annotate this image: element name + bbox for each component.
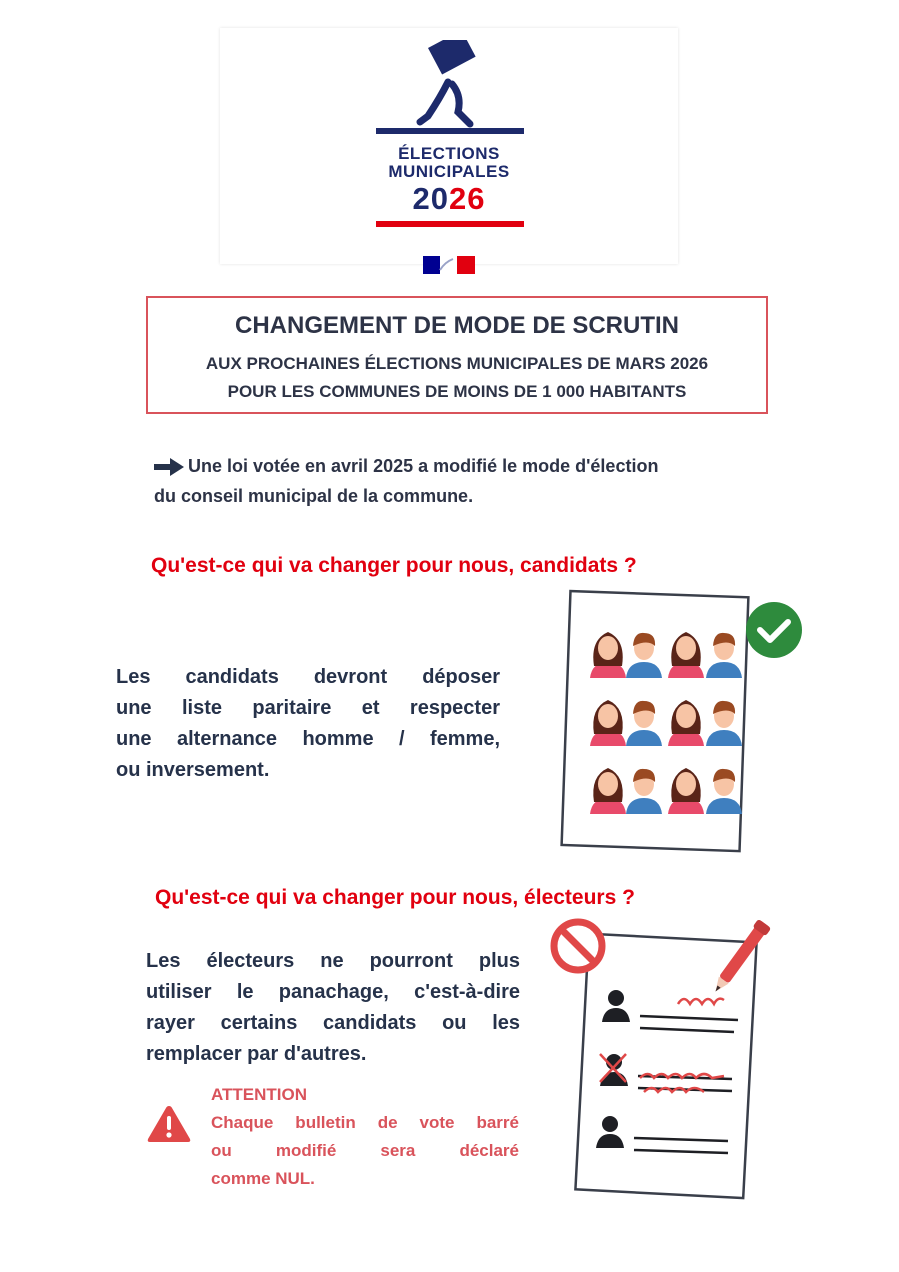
- intro-line-2: du conseil municipal de la commune.: [154, 486, 474, 506]
- title-subtitle-1: AUX PROCHAINES ÉLECTIONS MUNICIPALES DE MARS 2026: [205, 354, 709, 373]
- logo-underline: [376, 221, 524, 227]
- check-badge-icon: [746, 602, 802, 658]
- logo-year-part1: 20: [412, 181, 449, 216]
- attention-line: Chaque bulletin de vote barré: [211, 1113, 519, 1132]
- title-subtitle-2: POUR LES COMMUNES DE MOINS DE 1 000 HABITANTS: [227, 382, 687, 401]
- paragraph-candidats: [116, 662, 500, 786]
- paragraph-line: une alternance homme / femme,: [116, 728, 500, 750]
- ballot-box-icon: [370, 40, 530, 140]
- attention-line: ou modifié sera déclaré: [211, 1141, 519, 1160]
- page-title: CHANGEMENT DE MODE DE SCRUTIN: [234, 312, 679, 339]
- heading-electeurs: Qu'est-ce qui va changer pour nous, électeurs ?: [155, 886, 635, 909]
- forbidden-icon: [554, 922, 602, 970]
- paragraph-line: ou inversement.: [116, 759, 270, 781]
- heading-candidats: Qu'est-ce qui va changer pour nous, candidats ?: [151, 554, 637, 577]
- warning-icon: [146, 1104, 192, 1144]
- paragraph-line: Les candidats devront déposer: [116, 666, 500, 688]
- paragraph-electeurs: [146, 946, 520, 1070]
- logo-year: [220, 181, 678, 217]
- paragraph-line: utiliser le panachage, c'est-à-dire: [146, 981, 520, 1003]
- logo-line2: MUNICIPALES: [388, 162, 510, 181]
- arrow-right-icon: [154, 458, 184, 476]
- candidate-list-icon: [552, 586, 804, 858]
- paragraph-line: une liste paritaire et respecter: [116, 697, 500, 719]
- attention-line: comme NUL.: [211, 1169, 315, 1188]
- ballot-paper-icon: [548, 916, 800, 1212]
- paragraph-line: remplacer par d'autres.: [146, 1043, 367, 1065]
- paragraph-line: Les électeurs ne pourront plus: [146, 950, 520, 972]
- intro-line-1: Une loi votée en avril 2025 a modifié le mode d'élection: [188, 456, 659, 476]
- attention-title: ATTENTION: [211, 1085, 308, 1104]
- logo-line1: ÉLECTIONS: [398, 144, 500, 163]
- paragraph-line: rayer certains candidats ou les: [146, 1012, 520, 1034]
- french-flag-icon: [423, 256, 475, 274]
- attention-text: [211, 1109, 519, 1193]
- logo-year-part2: 26: [449, 181, 486, 216]
- title-box: [146, 296, 768, 414]
